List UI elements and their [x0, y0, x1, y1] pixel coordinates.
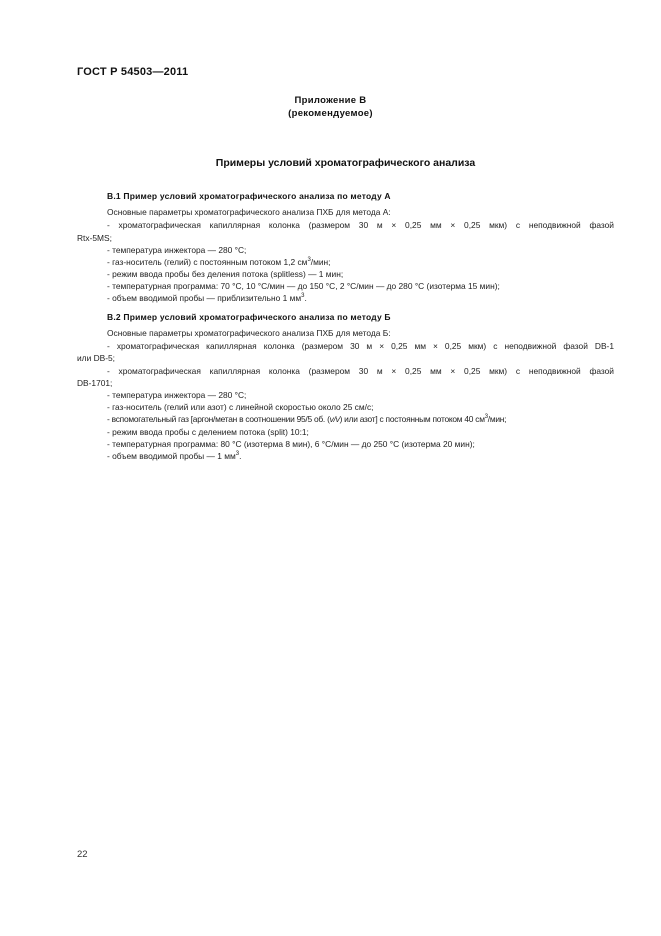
section-a-item-6 [107, 293, 614, 304]
item-text: /мин; [487, 414, 507, 424]
page-title: Примеры условий хроматографического анализа [215, 157, 476, 169]
section-b-item-2: - хроматографическая капиллярная колонка (размером 30 м × 0,25 мм × 0,25 мкм) с неподвижной фазой [107, 366, 614, 376]
item-text: . [239, 451, 242, 461]
item-text: - вспомогательный газ [аргон/метан в соотношении 95/5 об. ( [107, 414, 330, 424]
item-text: - газ-носитель (гелий) с постоянным потоком 1,2 см [107, 257, 308, 267]
superscript: 3 [301, 293, 305, 299]
page-number: 22 [77, 849, 88, 860]
section-a-intro: Основные параметры хроматографического анализа ПХБ для метода А: [107, 207, 391, 217]
section-b-item-4: - газ-носитель (гелий или азот) с линейной скоростью около 25 см/с; [107, 402, 374, 412]
standard-code: ГОСТ Р 54503—2011 [77, 66, 189, 78]
section-a-item-4: - режим ввода пробы без деления потока (splitless) — 1 мин; [107, 269, 344, 279]
superscript: 3 [235, 451, 240, 457]
section-b-item-6: - режим ввода пробы с делением потока (split) 10:1; [107, 427, 309, 437]
italic-ratio: v/v [329, 414, 340, 424]
section-b-item-3: - температура инжектора — 280 °С; [107, 390, 247, 400]
section-a-heading: В.1 Пример условий хроматографического анализа по методу А [107, 191, 391, 201]
section-a-item-3 [107, 257, 614, 268]
annex-title: Приложение В [294, 95, 367, 106]
section-b-item-7: - температурная программа: 80 °С (изотерма 8 мин), 6 °С/мин — до 250 °С (изотерма 20 мин); [107, 439, 475, 449]
item-text: - объем вводимой пробы — приблизительно 1 мм [107, 293, 302, 303]
section-a-item-5: - температурная программа: 70 °С, 10 °С/мин — до 150 °С, 2 °С/мин — до 280 °С (изотерма 15 мин); [107, 281, 500, 291]
section-b-intro: Основные параметры хроматографического анализа ПХБ для метода Б: [107, 328, 391, 338]
section-b-item-1: - хроматографическая капиллярная колонка (размером 30 м × 0,25 мм × 0,25 мкм) с неподвижной фазой DB-1 [107, 341, 614, 351]
section-b-item-2-cont: DB-1701; [77, 378, 113, 388]
section-b-item-1-cont: или DB-5; [77, 353, 115, 363]
superscript: 3 [484, 414, 488, 420]
annex-subtitle: (рекомендуемое) [288, 108, 373, 119]
item-text: ) или азот] с постоянным потоком 40 см [339, 414, 485, 424]
section-a-item-2: - температура инжектора — 280 °С; [107, 245, 247, 255]
superscript: 3 [307, 257, 311, 263]
item-text: . [304, 293, 307, 303]
section-b-item-8 [107, 451, 614, 462]
item-text: /мин; [310, 257, 331, 267]
section-b-item-5 [107, 414, 614, 425]
section-a-item-1-cont: Rtx-5MS; [77, 233, 112, 243]
section-b-heading: В.2 Пример условий хроматографического анализа по методу Б [107, 312, 391, 322]
item-text: - объем вводимой пробы — 1 мм [107, 451, 236, 461]
section-a-item-1: - хроматографическая капиллярная колонка (размером 30 м × 0,25 мм × 0,25 мкм) с неподвижной фазой [107, 220, 614, 230]
